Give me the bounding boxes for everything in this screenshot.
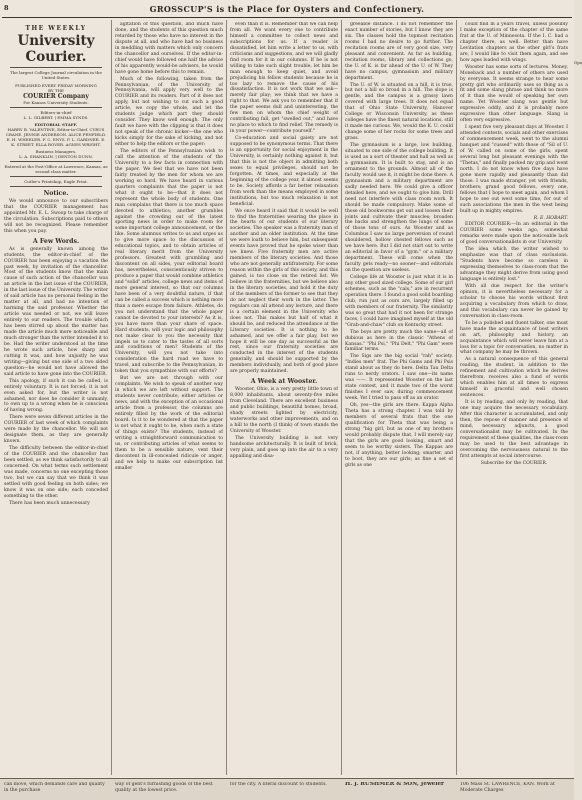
paragraph: It is by reading, and only by reading, that one may acquire the necessary vocabulary. After this character is accumulated, and only then, the repose of manner and presence of mind, necessary adjuncts, a good conversationalist may be cultivated. In the requirement of these qualities, the class-room may be used to the best advantage in overcoming the nervousness natural to the first attempts at social intercourse. <box>460 400 568 459</box>
notice-text: We would announce to our subscribers that the COURIER management has appointed Mr. E. L. Swoop to take charge of the circulation. Subscriptions paid to others will not be recognized. Please remember this when you pay. <box>4 198 108 234</box>
bottom-ad-strip <box>0 778 574 800</box>
paragraph: With all due respect for the writer's opinion, it is nevertheless necessary for a scholar to choose his words without first acquiring a vocabulary from which to draw, and this vocabulary can never be gained by conversation in class-room. <box>460 283 568 319</box>
masthead-editors-in-chief-label: Editors-in-chief <box>40 109 72 115</box>
paragraph: Much of the following, taken from the Pennsylvanian, of the University of Pennsylvania, will apply very well to the COURIER and its readers. Part of it does not apply, but not wishing to cut such a good article, we copy the whole, and let the students judge which part they should consider. They know well enough. The only fault we have with the clipping is that it does not speak of the chronic kicker—the one who kicks simply for the sake of kicking, and not either to help the editors or the paper: <box>115 76 223 148</box>
paragraph: We once heard it said that it would be well to find the fraternities wearing the place in the hearts of our students of our literary societies. The speaker was a fraternity man of another and an older institution. At the time we were loath to believe him, but subsequent events have proved that he spoke wiser than we knew. Five fraternity men are active members of the literary societies. And those who are not generally antifraternity. For some reason within the girls of this society, and this gained, is too close on the retired list. We believe in the fraternities, but we believe also in the literary societies, and hold it the duty of the members of the former to see that they do not neglect their work in the latter. The regulars can all attend any lecture, and there is a certain element in the University who does not. This makes but half of what it should be, and reduced the attendance at the Literary societies. It is nothing to be ashamed, and we offer a fair play, but we hope it will be one day as successful as the rest, since our fraternity societies are conducted in the interest of the students generally, and should be supported by the members individually, and both of good place are properly maintained. <box>230 208 338 375</box>
masthead-divider-5 <box>10 186 102 187</box>
paragraph: The gymnasium is a large, low building, situated to one side of the college building. It is used as a sort of theater and hall as well as a gymnasium. It is built to stay, and is an ornament to the grounds. Almost all of the faculty would use it, it might be done there. A gymnasium and a military department are sadly needed here. We could give a officer detailed here, and we ought to give him. Drill need not interfere with class room work. It should be made compulsory. Make some of those old bookworms get out and loosen their joints and cultivate their muscles; broaden the backs and strengthen the lungs of some of those tons of ours. As Wooster and as Columbus I saw no large perversion of round shouldered, hollow chested fellows such as we have here. But I did not start out to write an editorial in favor of a "gym." or a military department. These will come when the faculty gets ready—no sooner—and editorials on the question are useless. <box>345 143 453 274</box>
paragraph: I spent five very pleasant days at Wooster. I attended contests, socials and other exercises of commencement week, went to the alumni banquet and "cussed" with those of "Sil of U. of W. called on some of the girls, spent several long but pleasant evenings with the "Thetas," and finally packed my grip and went north. I do not know when five days have gone more rapidly and pleasantly than did those. I was made stranger, yet with friends, brothers; grand good fellows, every one, fellows that I hope to meet again, and whom I hope to see out west some time, for out of such associations the men in the west being built up in mighty empires. <box>460 125 568 214</box>
masthead-divider-3 <box>10 161 102 162</box>
paragraph: As is generally known among the students, the editor-in-chief of the COURIER has been enjoying a vacation the past week, by invitation of the chancellor. Most of the students know that the main cause of such action of the chancellor was an article in the last issue of the COURIER, in the last issue of the University. The writer of said article has no personal feeling in the matter at all, and had no intention of harming the said professor. Whether the article was needed or not, we will leave entirely to our readers. The trouble which has been stirred up about the matter has made the article much more noticeable and much stronger than the writer intended it to be. Had the writer understood at the time he wrote such article, how sharp and cutting it was, and how unjustly he was writing—giving but one side of a two sided question—he would not have allowed the said article to have gone into the COURIER. <box>4 246 108 377</box>
column-1 <box>4 22 108 778</box>
masthead-entered: Entered at the Post-Office at Lawrence, Kansas, as second class matter. <box>4 163 108 174</box>
paragraph: even than it is. Remember that we can help from all. We want every one to contribute himself a committee to collect news and subscriptions for us. If a reader is dissatisfied, let him write a letter to us, with criticisms and suggestions, and we will gladly find room for it in our columns. If he is not willing to take such slight trouble, let him be man enough to keep quiet, and avoid prejudicing his fellow students because he is too lazy to remove the cause of his dissatisfaction. It is not work that we ask—merely fair play; we think that we have a right to that. We ask you to remember that if the paper seems dull and uninteresting, the few men on whom the chief weight of contributing fall, get "swelled out," and have no place to which to find relief. The remedy is in your power—contribute yourself." <box>230 22 338 135</box>
column-rule <box>456 20 457 775</box>
paragraph: The idea which the writer wished to emphasize was that of class exclusions. "Students have become so careless in expressing themselves to class-room that the advantage they might derive from using good language is entirely lost." <box>460 247 568 283</box>
paragraph: To be a polished and fluent talker, one must have made the acquaintance of best writers on art, philosophy and history, an acquaintance which will never leave him at a loss for a topic for conversation, no matter in what company he may be thrown. <box>460 320 568 356</box>
paragraph: agitation of this question, and much have done, and the students of this question much retarded by those who have no interest in the dispute at all, and who have had no business in meddling with matters which only concern the chancellor and ourselves. If the editor-in-chief would have followed one half the advice of his apparently would-be advisers, he would have gone home before this to remain. <box>115 22 223 75</box>
masthead-title: University Courier. <box>17 32 95 65</box>
paragraph: There were seven different articles in the COURIER of last week of which complaints were made by the chancellor. We will not designate them, as they are generally known. <box>4 415 108 445</box>
paragraph: Co-education and social gaiety are not supposed to be synonymous terms. That there is an opportunity for social enjoyment in the University, is certainly nothing against it, but that this is not the object in admitting both sexes to equal privileges, should not be forgotten. At times, and especially at the beginning of the college year, it almost seems to be. Society affords a far better relaxation from work than the means employed in some institutions, but too much relaxation is not beneficial. <box>230 136 338 207</box>
masthead-subtitle: The largest College Journal circulation in the United States. <box>10 69 102 80</box>
paragraph: The difficulty between the editor-in-chief of the COURIER and the chancellor has been settled, as we think satisfactorily to all concerned. On what terms such settlement was made, concerns no one excepting those two, but we can say that we think it was settled with good feeling on both sides; we know it was on one side; each conceded something to the other. <box>4 446 108 499</box>
paragraph: The U. of W. is situated on a hill, it is true, but not a hill so broad in a hill. The slope is gentle, and the campus is a grassy lawn covered with large trees. It does not equal that of Ohio State University, Hanover College or Wisconsin University, as these colleges have the finest natural locations, still it made me curious. We, would the K. U. could change some of her rocks for some trees and grass. <box>345 82 453 142</box>
notice-heading: Notice. <box>43 189 69 197</box>
masthead-company: COURIER Company <box>23 92 89 100</box>
ad-text: way of gent's furnishing goods of the best quality at the lowest price. <box>115 782 213 793</box>
paragraph: Wooster has some sorts of lectures. Money, Moneback and a number of others are used by everyone. It seems strange to hear some pretty girl who ordinarily uses so thing as a fit and some slang phrase and think no more of it than she would of speaking her own name. Yet Wooster slang was gentle but expressive oddly, and it is probably more expressive than other language. Slang is often very expressive. <box>460 64 568 124</box>
page-banner: GROSSCUP'S is the Place for Oysters and Confectionery. <box>149 4 425 14</box>
paragraph: As a natural consequence of this general reading, the student, in addition to the refinement and cultivation which he derives therefrom, receives also a fund of words which enables him at all times to express himself in graceful and well chosen sentences. <box>460 357 568 399</box>
page-number: 8 <box>4 4 9 12</box>
signature: R. E. HOBART. <box>533 215 568 221</box>
column-3 <box>230 22 338 778</box>
ad-jeweler: H. J. RUSHMER & SON, Jeweler <box>345 782 444 787</box>
paragraph: There has been much unnecessary <box>9 500 90 506</box>
column-5 <box>460 22 568 778</box>
paragraph: The Sigs are the big social "rah" society. "Indies men" frat. The Phi Gams and Phi Psis stand about as they do here. Delta Tau Delta runs to nerdy orators. I saw one—its name was ——. It represented Wooster on the last state contest, and it made two of the worst finishes I ever saw, during commencement week. Yet I tried to pass off as an orator. <box>345 354 453 402</box>
column-rule <box>111 20 112 775</box>
masthead-divider-2 <box>10 107 102 108</box>
paragraph: But we are not through with our complaints. We wish to speak of another way in which we are left without support. The students never contribute, either articles or news, and with the exception of an occasional article from a professor, the columns are entirely filled by the work of the editorial board. Is it to be wondered at that the paper is not what it ought to be, when such a state of things exists? The students, instead of writing a straightforward communication to us, or contributing articles of what seems to them to be a sensible nature, vent their discontent in ill-concealed ridicule or anger, and we help to make our subscription list smaller <box>115 376 223 471</box>
paragraph: The editors of the Pennsylvanian wish to call the attention of the students of the University to a few facts in connection with the paper. We feel that we have not been fairly treated by the men for whom we are working so hard. We have heard in various quarters complaints that the paper is not what it ought to be—that it does not represent the whole body of students. One man complains that there is too much space devoted to athletics; another grumbles against the crowding out of the latest sporting news in order to make room for some important college announcement, or the like. Some alumnus writes to us and urges us to give more space to the discussion of educational topics, and to obtain articles of real literary merit from the University professors. Greatest with grumbling and discontent on all sides, your editorial board has, nevertheless, conscientiously striven to produce a paper that would combine athletics and "solid" articles, college news and items of more general interest, so that our columns have been of a very doubtful nature, if that can be called a success which is nothing more than a mere escape from failure. Athletes, do you not understand that the whole paper cannot be devoted to your interests? As it is, you have more than your share of space. Hard students, will your logic and philosophy not make clear to you the necessity that impels us to cater to the tastes of all sorts and conditions of men? Students of the University, will you not take into consideration the hard road we have to travel, and subscribe to the Pennsylvanian, in token that you sympathize with our efforts? <box>115 149 223 375</box>
top-rule <box>2 17 572 18</box>
paragraph: The boys are pretty much the same—all of dubious as here in the classic "Athens of Kansas." "Phi Psi," "Phi Delt," "Phi Gam" were familiar terms. <box>345 329 453 353</box>
ad-text: can move, which demands care and quality in the purchase <box>4 782 105 793</box>
masthead-published: PUBLISHED EVERY FRIDAY MORNING <box>15 82 97 88</box>
masthead-editors-in-chief: L. L. GILBERT. | EMMA SYNDS. <box>23 114 89 120</box>
paragraph: EDITOR COURIER:—In an editorial in the COURIER some weeks ago, somewhat remarks were made upon the noticeable lack of good conversationalists in our University. <box>460 222 568 246</box>
paragraph: Wooster, Ohio, is a very pretty little town of 8,000 inhabitants, about seventy-five miles from Cleveland. There are excellent business and public buildings, beautiful homes, broad, shady streets lighted by electricity, waterworks and other improvements, and on a hill to the north (I think) of town stands the University of Wooster. <box>230 387 338 434</box>
masthead-the-weekly: THE WEEKLY <box>25 25 87 32</box>
column-rule <box>341 20 342 775</box>
column-4 <box>345 22 453 778</box>
paragraph: College life at Wooster is just what it is in any other good sized college. Some of our girl schemes, such as the "cals," are in recurrent operation there. I found a good solid boarding club, run just as ours are, largely filled up with members of our fraternity. The similarity was so great that had it not been for strange faces, I could have imagined myself at the old "Grab-and-chaw" club on Kentucky street. <box>345 275 453 328</box>
masthead-by-the: BY THE <box>48 87 64 93</box>
masthead-divider <box>10 67 102 68</box>
paragraph: This apology, if such it can be called, is entirely voluntary. It is not forced; it is not even asked for, but the writer is not ashamed, nor does he consider it unmanly, to own up to a wrong when he is conscious of having wrong. <box>4 378 108 414</box>
masthead-managers: L. A. SHANKLIN. | DENTON DUNN. <box>19 153 93 159</box>
paragraph: greeable distance. I do not remember the exact number of stories, but I know they are six. The classes hold the topmost recitation rooms I had no desire to go further. The recitation rooms are of very good size, very pleasant and convenient. As far as building, recitation rooms, library and collections go, the U. of K. is far ahead of the U. of W. They have no campus, gymnasium and military department. <box>345 22 453 81</box>
paragraph: The University building is not very handsome architecturally. It is built of brick, very plain, and goes up into the air to a very appalling and disa- <box>230 435 338 459</box>
adjacent-page-edge <box>574 0 582 800</box>
wooster-heading: A Week at Wooster. <box>250 378 318 386</box>
subscribe-notice: Subscribe for the COURIER. <box>480 460 548 466</box>
few-words-heading: A Few Words. <box>32 237 80 245</box>
masthead-printers: Cutler's Printshop, Eagle Print. <box>24 178 88 184</box>
ad-text: for the city. A literal discount to students. <box>230 782 327 787</box>
column-rule <box>226 20 227 775</box>
paragraph: could find in a years travel, unless possibly I make exception of the chapter of the same frat at the U. of Minnesota. If the I. C. had a chapter there, as well. Better than have Levitation chapters as the other girl's frats are, I would like to visit them again, and see how ages loaded with wings. <box>460 22 568 63</box>
column-2 <box>115 22 223 778</box>
adjacent-page-text: Ope <box>574 60 582 65</box>
paragraph: Oh, yes—the girls are there. Kappa Alpha Theta has a strong chapter. I was told by members of several frats that the one qualification for Theta that was being a strong "big girl, but as one of my brothers would probably dispute that, I will merely say that the girls are good looking, smart and seem to be worthy sisters. The Kappas are not, if anything, better looking; smarter, and to boot, they are our girls; as fine a set of girls as one <box>345 403 453 468</box>
ad-address: 106 Mass St. LAWRENCE, KAN. Work at Moderate Charges <box>460 782 555 793</box>
masthead-divider-4 <box>10 176 102 177</box>
masthead-for: For Kansas University Students. <box>23 99 89 105</box>
masthead-business-label: Business Managers. <box>35 148 77 154</box>
masthead-staff-list: HARRY B. VALENTINE, Editor-in-Chief. CYRUS CRANE. JENNIE ANDERSON. ALICE PENFIELD. E. H. WHEELER. F. C. ENYS. F. L. GARDNER. E. K. STREET. ELLA ROVER. AGNES WRIGHT. <box>5 126 107 147</box>
masthead-editorial-staff: EDITORIAL STAFF. <box>34 121 78 127</box>
